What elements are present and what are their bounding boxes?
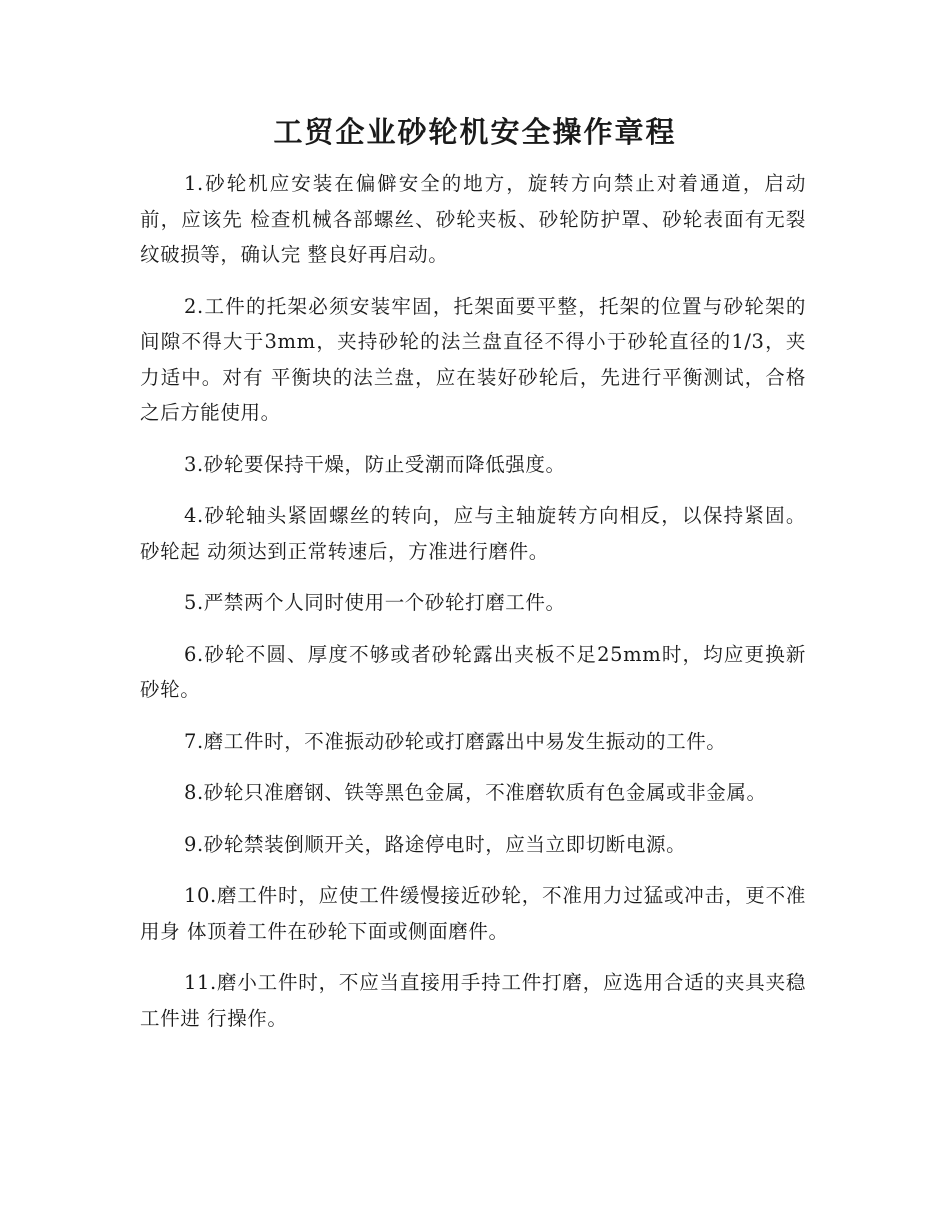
paragraph-5: 5.严禁两个人同时使用一个砂轮打磨工件。: [184, 591, 566, 614]
paragraph-8: 8.砂轮只准磨钢、铁等黑色金属，不准磨软质有色金属或非金属。: [184, 781, 767, 804]
page-title: 工贸企业砂轮机安全操作章程: [273, 115, 677, 149]
paragraph-10: 10.磨工件时，应使工件缓慢接近砂轮，不准用力过猛或冲击，更不准用身 体顶着工件在砂轮下面或侧面磨件。: [140, 884, 806, 943]
paragraph-2: 2.工件的托架必须安装牢固，托架面要平整，托架的位置与砂轮架的间隙不得大于3mm，夹持砂轮的法兰盘直径不得小于砂轮直径的1/3，夹力适中。对有 平衡块的法兰盘，应在装好砂轮后，先进行平衡测试，合格之后方能使用。: [140, 294, 806, 424]
paragraph-4: 4.砂轮轴头紧固螺丝的转向，应与主轴旋转方向相反，以保持紧固。砂轮起 动须达到正常转速后，方准进行磨件。: [140, 504, 806, 563]
paragraph-6: 6.砂轮不圆、厚度不够或者砂轮露出夹板不足25mm时，均应更换新砂轮。: [140, 642, 806, 701]
paragraph-9: 9.砂轮禁装倒顺开关，路途停电时，应当立即切断电源。: [184, 832, 687, 856]
paragraph-7: 7.磨工件时，不准振动砂轮或打磨露出中易发生振动的工件。: [184, 729, 727, 753]
paragraph-1: 1.砂轮机应安装在偏僻安全的地方，旋转方向禁止对着通道，启动前，应该先 检查机械各部螺丝、砂轮夹板、砂轮防护罩、砂轮表面有无裂纹破损等，确认完 整良好再启动。: [140, 172, 806, 266]
document-body: [140, 166, 806, 1052]
paragraph-3: 3.砂轮要保持干燥，防止受潮而降低强度。: [184, 452, 566, 476]
paragraph-11: 11.磨小工件时，不应当直接用手持工件打磨，应选用合适的夹具夹稳工件进 行操作。: [140, 971, 806, 1030]
